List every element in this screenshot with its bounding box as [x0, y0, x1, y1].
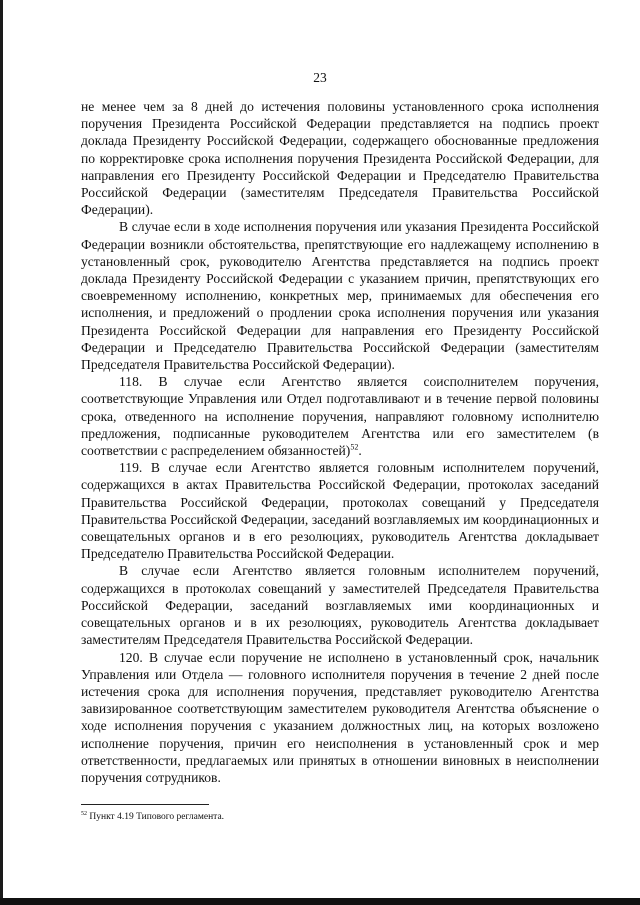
footnote-number: 52: [81, 811, 87, 817]
scan-edge-left: [0, 0, 3, 905]
body-text: [81, 98, 599, 786]
paragraph-118-text: 118. В случае если Агентство является соисполнителем поручения, соответствующие Управления или Отдел подготавливают и в течение первой половины срока, отведенного на исполнение поручения, направляют головному исполнителю предложения, подписанные руководителем Агентства или его заместителем (в соответствии с распределением обязанностей): [81, 374, 599, 459]
page-number: 23: [313, 70, 327, 85]
paragraph-118-end: .: [358, 443, 362, 459]
footnote-text: Пункт 4.19 Типового регламента.: [89, 812, 225, 823]
scan-edge-bottom: [0, 898, 640, 905]
paragraph-deputies: В случае если Агентство является головным исполнителем поручений, содержащихся в протоколах совещаний у заместителей Председателя Правительства Российской Федерации, заседаний возглавляемых ими координационных и совещательных органов и в их резолюциях, руководитель Агентства докладывает заместителям Председателя Правительства Российской Федерации.: [81, 563, 599, 648]
paragraph-continuation: не менее чем за 8 дней до истечения половины установленного срока исполнения поручения Президента Российской Федерации представляется на подпись проект доклада Президенту Российской Федерации, содержащего обоснованные предложения по корректировке срока исполнения поручения Президента Российской Федерации, для направления его Президенту Российской Федерации и Председателю Правительства Российской Федерации (заместителям Председателя Правительства Российской Федерации).: [81, 99, 599, 218]
paragraph-119: 119. В случае если Агентство является головным исполнителем поручений, содержащихся в актах Правительства Российской Федерации, протоколах заседаний Правительства Российской Федерации, протоколах совещаний у Председателя Правительства Российской Федерации, заседаний возглавляемых им координационных и совещательных органов и в его резолюциях, руководитель Агентства докладывает Председателю Правительства Российской Федерации.: [81, 460, 599, 562]
footnote: [81, 809, 581, 823]
paragraph-extension-request: В случае если в ходе исполнения поручения или указания Президента Российской Федерации возникли обстоятельства, препятствующие его надлежащему исполнению в установленный срок, руководителю Агентства представляется на подпись проект доклада Президенту Российской Федерации с указанием причин, препятствующих его своевременному исполнению, конкретных мер, принимаемых для обеспечения его исполнения, и предложений о продлении срока исполнения поручения или указания Президента Российской Федерации для направления его Президенту Российской Федерации и Председателю Правительства Российской Федерации (заместителям Председателя Правительства Российской Федерации).: [81, 219, 599, 373]
paragraph-120: 120. В случае если поручение не исполнено в установленный срок, начальник Управления или Отдела — головного исполнителя поручения в течение 2 дней после истечения срока для исполнения поручения, представляет руководителю Агентства завизированное соответствующим заместителем руководителя Агентства объяснение о ходе исполнения поручения с указанием должностных лиц, на которых возложено исполнение поручения, причин его неисполнения в установленный срок и мер ответственности, предлагаемых или принятых в отношении виновных в неисполнении поручения сотрудников.: [81, 649, 599, 785]
paragraph-118: [81, 373, 599, 459]
footnote-reference[interactable]: 52: [350, 442, 359, 452]
footnote-divider: [81, 804, 209, 805]
